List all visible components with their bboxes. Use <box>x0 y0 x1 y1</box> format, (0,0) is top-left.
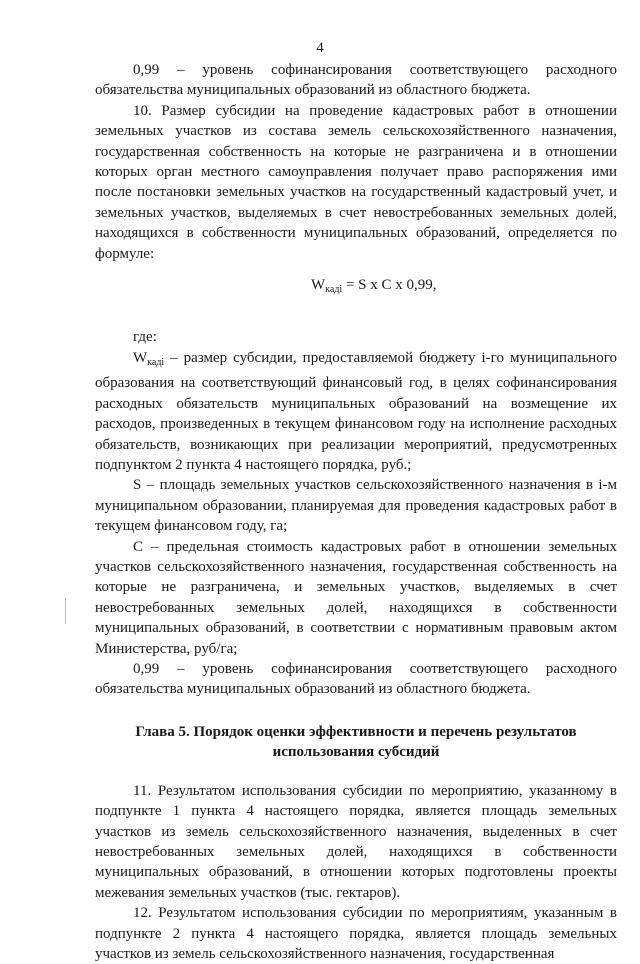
definition-c: C – предельная стоимость кадастровых работ в отношении земельных участков сельскохозяйственного назначения, государственная собственность на которые не разграничена, и земельных участков, выделяемых в счет невостребованных земельных долей, находящихся в собственности муниципальных образований, в соответствии с нормативным правовым актом Министерства, руб/га; <box>95 538 617 657</box>
formula-lhs-subscript: кадi <box>325 284 343 296</box>
definition-s: S – площадь земельных участков сельскохозяйственного назначения в i-м муниципальном образовании, планируемая для проведения кадастровых работ в текущем финансовом году, га; <box>95 477 617 535</box>
paragraph-12: 12. Результатом использования субсидии по мероприятиям, указанным в подпункте 2 пункта 4 настоящего порядка, является площадь земельных участков из земель сельскохозяйственного назначения, государственная <box>95 905 617 963</box>
paragraph-where: где: <box>133 329 157 346</box>
paragraph-cofinancing-level: 0,99 – уровень софинансирования соответствующего расходного обязательства муниципальных образований из областного бюджета. <box>95 62 617 99</box>
margin-mark <box>65 598 66 624</box>
definition-w-symbol: W <box>133 349 148 366</box>
paragraph-10: 10. Размер субсидии на проведение кадастровых работ в отношении земельных участков из состава земель сельскохозяйственного назначения, государственная собственность на которые не разграничена и в отношении которых орган местного самоуправления получает право распоряжения ими после постановки земельных участков на государственный кадастровый учет, и земельных участков, выделяемых в счет невостребованных земельных долей, находящихся в собственности муниципальных образований, определяется по формуле: <box>95 102 617 262</box>
formula-lhs: W <box>311 277 326 294</box>
paragraph-11: 11. Результатом использования субсидии по мероприятию, указанному в подпункте 1 пункта 4 настоящего порядка, является площадь земельных участков из земель сельскохозяйственного назначения, выделенных в счет невостребованных земельных долей, находящихся в собственности муниципальных образований, в отношении которых подготовлены проекты межевания земельных участков (тыс. гектаров). <box>95 782 617 901</box>
formula-rhs: = S x C x 0,99, <box>345 277 437 294</box>
definition-w <box>95 348 617 475</box>
formula <box>95 275 617 300</box>
chapter-heading <box>95 722 617 762</box>
document-body <box>95 60 617 964</box>
definition-w-subscript: кадi <box>147 356 165 368</box>
chapter-heading-line2: использования субсидий <box>272 743 440 760</box>
definition-w-text: – размер субсидии, предоставляемой бюджету i-го муниципального образования на соответствующий финансовый год, в целях софинансирования расходных обязательств муниципальных образований на возмещение их расходов, произведенных в текущем финансовом году на исполнение расходных обязательств, возникающих при реализации мероприятий, предусмотренных подпунктом 2 пункта 4 настоящего порядка, руб.; <box>95 349 617 473</box>
definition-cofinancing-level: 0,99 – уровень софинансирования соответствующего расходного обязательства муниципальных образований из областного бюджета. <box>95 660 617 698</box>
chapter-heading-line1: Глава 5. Порядок оценки эффективности и перечень результатов <box>135 723 577 740</box>
page-number: 4 <box>316 40 324 56</box>
